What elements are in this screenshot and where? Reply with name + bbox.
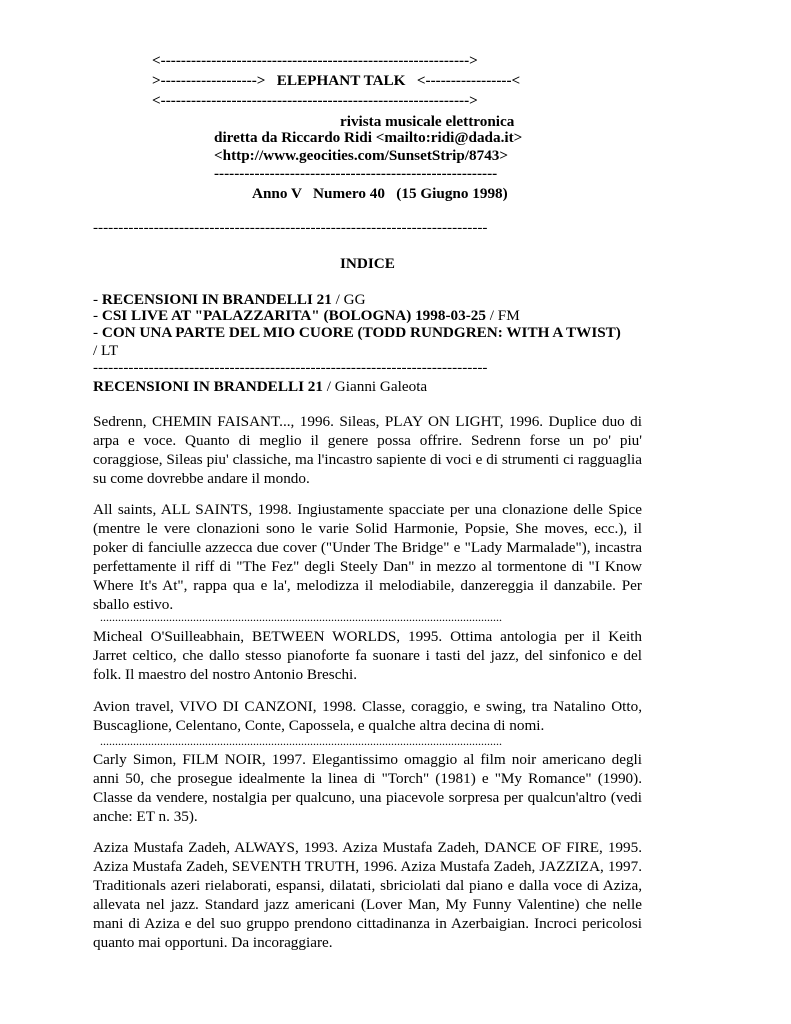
review-paragraph: Carly Simon, FILM NOIR, 1997. Elegantissimo omaggio al film noir americano degli anni 50, che prosegue idealmente la linea di "Torch" (1981) e "My Romance" (1990). Classe da vendere, nostalgia per qualcuno, una piacevole sorpresa per qualcun'altro (vedi anche: ET n. 35). [93,751,642,825]
index-item-prefix: - [93,307,102,324]
index-item-author: / GG [331,291,366,308]
index-item-prefix: - [93,291,102,308]
index-item [93,323,621,342]
issue-line: Anno V Numero 40 (15 Giugno 1998) [252,185,508,202]
magazine-title: >-------------------> ELEPHANT TALK <-----------------< [152,72,521,89]
article-heading [93,377,427,396]
magazine-subtitle: rivista musicale elettronica [340,113,515,130]
index-heading: INDICE [340,255,395,272]
index-item-author: / FM [485,307,520,324]
index-item-title: CSI LIVE AT "PALAZZARITA" (BOLOGNA) 1998-03-25 [101,307,486,324]
section-separator: ------------------------------------------------------------------------------ [93,219,488,236]
index-item-title: RECENSIONI IN BRANDELLI 21 [101,291,332,308]
review-paragraph: Avion travel, VIVO DI CANZONI, 1998. Classe, coraggio, e swing, tra Natalino Otto, Buscaglione, Celentano, Conte, Capossela, e qualche altra decina di nomi. [93,698,642,734]
review-paragraph: All saints, ALL SAINTS, 1998. Ingiustamente spacciate per una clonazione delle Spice (mentre le vere clonazioni sono le varie Solid Harmonie, Popsie, She moves, ecc.), il poker di fanciulle azzecca due cover ("Under The Bridge" e "Lady Marmalade"), incastra perfettamente il riff di "The Fez" degli Steely Dan" in mezzo al tormentone di "I Know Where It's At", rappa qua e la', melodizza il melodiabile, danzereggia il danzabile. Per sballo estivo. [93,501,642,613]
review-paragraph: Aziza Mustafa Zadeh, ALWAYS, 1993. Aziza Mustafa Zadeh, DANCE OF FIRE, 1995. Aziza Mustafa Zadeh, SEVENTH TRUTH, 1996. Aziza Mustafa Zadeh, JAZZIZA, 1997. Traditionals azeri rielaborati, espansi, dilatati, sbriciolati dal piano e dalla voce di Aziza, allevata nel jazz. Standard jazz americani (Lover Man, My Funny Valentine) che nelle mani di Aziza e del suo gruppo prendono cittadinanza in Azerbaigian. Incroci pericolosi quanto mai opportuni. Da incoraggiare. [93,839,642,951]
header-border-top: <-------------------------------------------------------------> [152,52,478,69]
index-item-author: / LT [93,342,119,359]
dotted-separator: ...................................................................................................................................... [100,610,502,624]
editor-line: diretta da Riccardo Ridi <mailto:ridi@dada.it> [214,129,523,146]
header-border-bottom: <-------------------------------------------------------------> [152,92,478,109]
website-url: <http://www.geocities.com/SunsetStrip/8743> [214,147,509,164]
review-paragraph: Micheal O'Suilleabhain, BETWEEN WORLDS, 1995. Ottima antologia per il Keith Jarret celtico, che dallo stesso pianoforte fa suonare i tasti del jazz, del sinfonico e del folk. Il maestro del nostro Antonio Breschi. [93,628,642,683]
index-item-title: CON UNA PARTE DEL MIO CUORE (TODD RUNDGREN: WITH A TWIST) [101,324,621,341]
article-author: / Gianni Galeota [322,378,428,395]
index-item-prefix: - [93,324,102,341]
dotted-separator: ...................................................................................................................................... [100,734,502,748]
review-paragraph: Sedrenn, CHEMIN FAISANT..., 1996. Sileas, PLAY ON LIGHT, 1996. Duplice duo di arpa e voce. Quanto di meglio il genere possa offrire. Sedrenn forse un po' piu' coraggiose, Sileas piu' classiche, ma l'incastro sapiente di voci e di strumenti ci ragguaglia su come dovrebbe andare il mondo. [93,413,642,487]
header-rule: -------------------------------------------------------- [214,165,498,182]
section-separator: ------------------------------------------------------------------------------ [93,359,488,376]
article-title: RECENSIONI IN BRANDELLI 21 [93,378,323,395]
